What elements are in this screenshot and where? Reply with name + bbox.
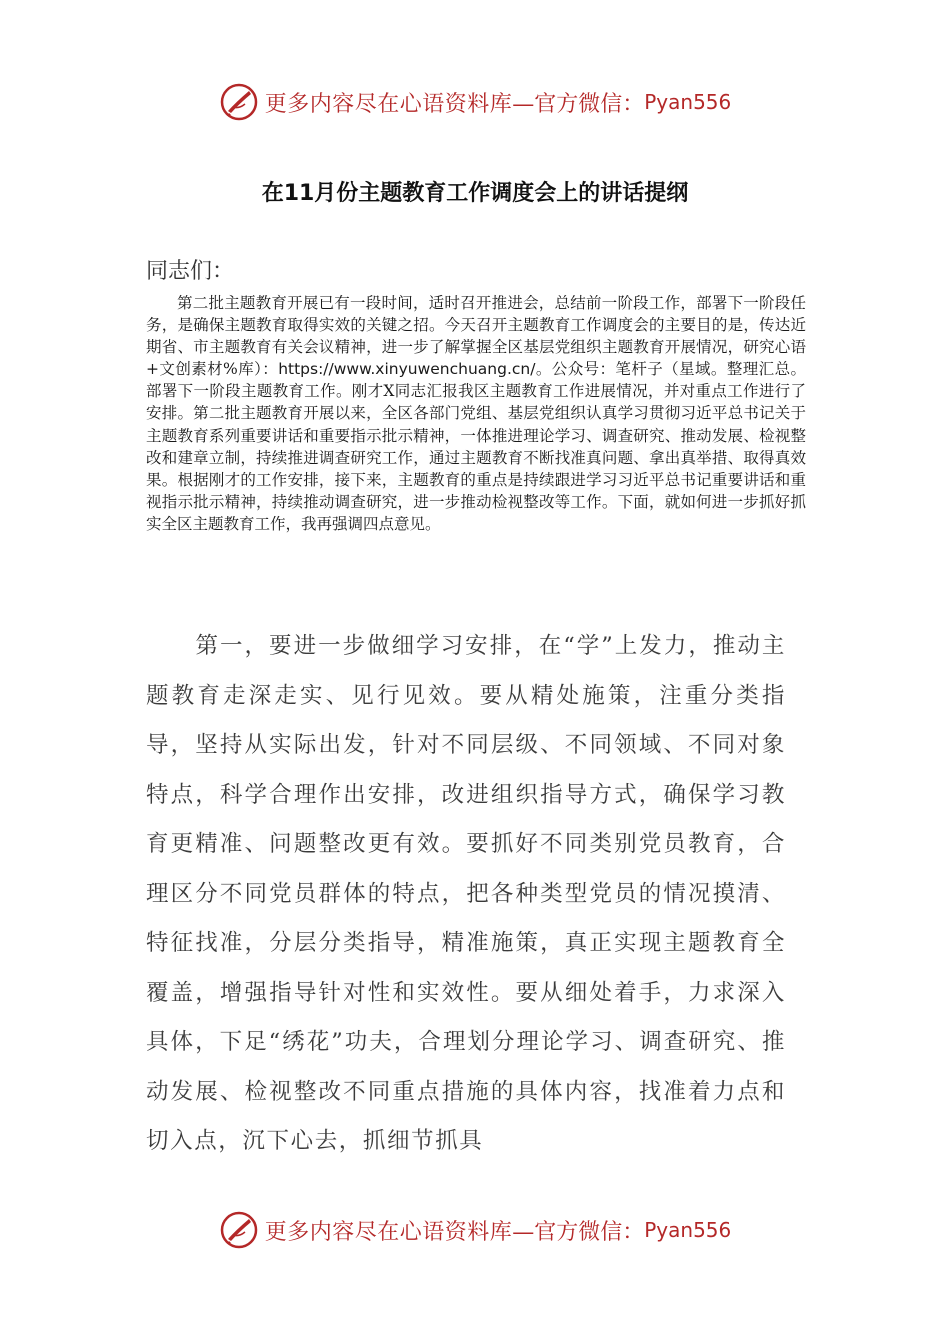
- watermark-text-wechat-id: Pyan556: [644, 90, 732, 114]
- document-title: 在11月份主题教育工作调度会上的讲话提纲: [261, 181, 689, 206]
- pen-logo-icon: [219, 1210, 259, 1250]
- watermark-banner-top: [0, 80, 950, 124]
- intro-url: https://www.xinyuwenchuang.cn/: [278, 360, 536, 379]
- watermark-text-library: 更多内容尽在心语资料库: [264, 1219, 513, 1245]
- watermark-text-wechat-label: —官方微信：: [512, 1219, 645, 1245]
- intro-text-a: 第二批主题教育开展已有一段时间，适时召开推进会，总结前一阶段工作，部署下一阶段任务，是确保主题教育取得实效的关键之招。今天召开主题教育工作调度会的主要目的是，传达近期省、市主题教育有关会议精神，进一步了解掌握全区基层党组织主题教育开展情况，研究心语+文创素材%库）：: [146, 294, 806, 379]
- watermark-text-wechat-label: —官方微信：: [512, 91, 645, 117]
- intro-paragraph: [146, 292, 806, 535]
- watermark-text-wechat-id: Pyan556: [644, 1218, 732, 1242]
- greeting: 同志们：: [146, 259, 235, 284]
- body-paragraph-first-point: 第一，要进一步做细学习安排，在“学”上发力，推动主题教育走深走实、见行见效。要从精处施策，注重分类指导，坚持从实际出发，针对不同层级、不同领域、不同对象特点，科学合理作出安排，改进组织指导方式，确保学习教育更精准、问题整改更有效。要抓好不同类别党员教育，合理区分不同党员群体的特点，把各种类型党员的情况摸清、特征找准，分层分类指导，精准施策，真正实现主题教育全覆盖，增强指导针对性和实效性。要从细处着手，力求深入具体，下足“绣花”功夫，合理划分理论学习、调查研究、推动发展、检视整改不同重点措施的具体内容，找准着力点和切入点，沉下心去，抓细节抓具: [146, 633, 786, 1154]
- intro-text-b: 。公众号：笔杆子（星域。整理汇总。部署下一阶段主题教育工作。刚才X同志汇报我区主题教育工作进展情况，并对重点工作进行了安排。第二批主题教育开展以来，全区各部门党组、基层党组织认真学习贯彻习近平总书记关于主题教育系列重要讲话和重要指示批示精神，一体推进理论学习、调查研究、推动发展、检视整改和建章立制，持续推进调查研究工作，通过主题教育不断找准真问题、拿出真举措、取得真效果。根据刚才的工作安排，接下来，主题教育的重点是持续跟进学习习近平总书记重要讲话和重视指示批示精神，持续推动调查研究，进一步推动检视整改等工作。下面，就如何进一步抓好抓实全区主题教育工作，我再强调四点意见。: [146, 360, 806, 533]
- watermark-text-library: 更多内容尽在心语资料库: [264, 91, 513, 117]
- pen-logo-icon: [219, 82, 259, 122]
- watermark-banner-bottom: [0, 1208, 950, 1252]
